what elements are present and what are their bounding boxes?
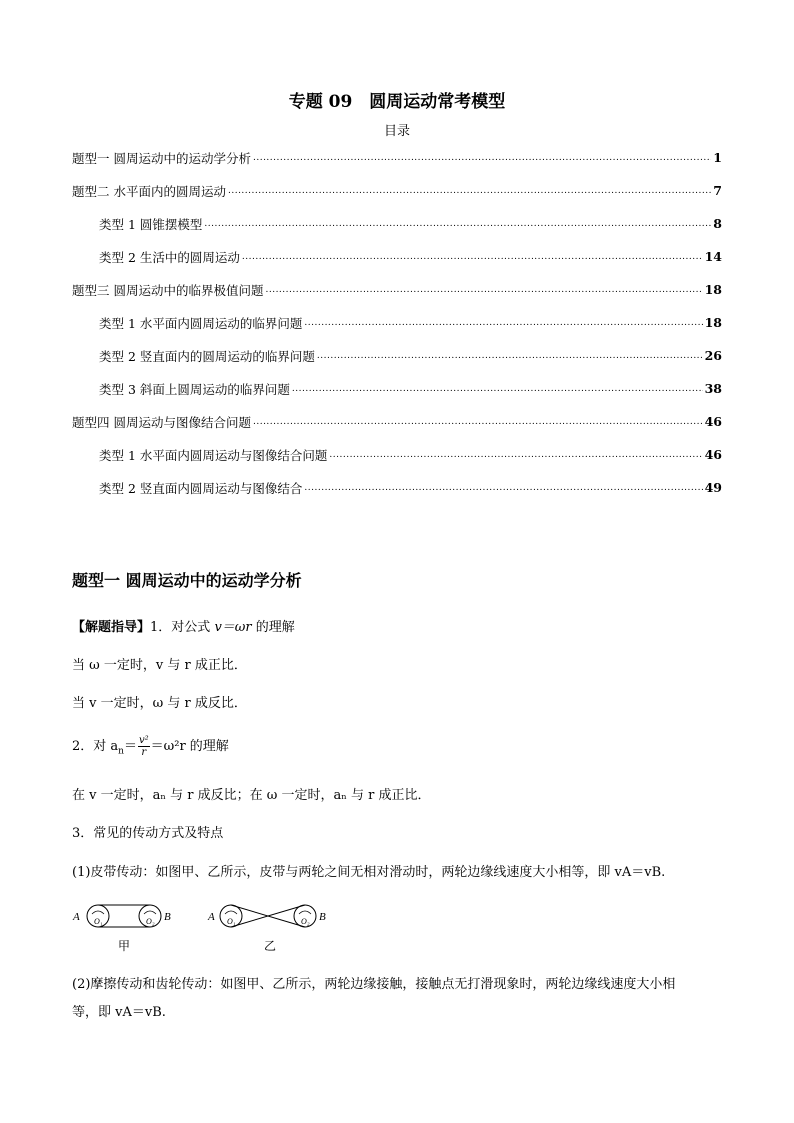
guide-line bbox=[72, 616, 295, 635]
belt-transmission-text: (1)皮带传动：如图甲、乙所示，皮带与两轮之间无相对滑动时，两轮边缘线速度大小相等，即 vA＝vB. bbox=[72, 865, 666, 880]
fraction-denominator: r bbox=[141, 747, 147, 758]
center-o2-label: O₂ bbox=[146, 917, 155, 926]
point-a-label: A bbox=[208, 911, 215, 923]
rotation-arrow-icon bbox=[92, 911, 104, 914]
belt-figures bbox=[68, 898, 368, 958]
toc-leader-dots bbox=[304, 483, 702, 493]
center-o1-label: O₁ bbox=[227, 917, 236, 926]
toc-entry-label: 类型 1 水平面内圆周运动与图像结合问题 bbox=[99, 447, 328, 463]
toc-leader-dots bbox=[242, 252, 703, 262]
point-1: 1．对公式 bbox=[150, 620, 211, 635]
toc-entry-label: 题型四 圆周运动与图像结合问题 bbox=[72, 414, 251, 430]
point-3: 3．常见的传动方式及特点 bbox=[72, 826, 224, 841]
section-title: 题型一 圆周运动中的运动学分析 bbox=[72, 571, 302, 590]
toc-leader-dots bbox=[317, 351, 703, 361]
toc-entry-page: 26 bbox=[704, 348, 722, 363]
rotation-arrow-icon bbox=[225, 911, 237, 914]
toc-entry-label: 题型一 圆周运动中的运动学分析 bbox=[72, 150, 251, 166]
center-o2-label: O₂ bbox=[301, 917, 310, 926]
toc-entry-label: 题型二 水平面内的圆周运动 bbox=[72, 183, 226, 199]
toc-entry-page: 46 bbox=[704, 414, 722, 429]
toc-leader-dots bbox=[265, 285, 702, 295]
friction-transmission-text-1: (2)摩擦传动和齿轮传动：如图甲、乙所示，两轮边缘接触，接触点无打滑现象时，两轮边缘线速度大小相 bbox=[72, 977, 676, 992]
toc-entry[interactable] bbox=[72, 141, 722, 174]
toc-leader-dots bbox=[253, 417, 703, 427]
point-a-label: A bbox=[73, 911, 80, 923]
friction-transmission-text-2: 等，即 vA＝vB. bbox=[72, 1005, 166, 1020]
toc-leader-dots bbox=[329, 450, 702, 460]
toc-entry[interactable] bbox=[72, 405, 722, 438]
toc-entry[interactable] bbox=[72, 306, 722, 339]
figure-jia-caption: 甲 bbox=[118, 939, 131, 953]
toc-leader-dots bbox=[228, 186, 711, 196]
toc-entry[interactable] bbox=[72, 438, 722, 471]
point-2-pre: 2．对 a bbox=[72, 739, 119, 754]
point-2-sub: n bbox=[118, 746, 124, 757]
formula-v-omega-r: v＝ωr bbox=[214, 620, 252, 635]
toc-entry-label: 类型 1 圆锥摆模型 bbox=[99, 216, 203, 232]
rotation-arrow-icon bbox=[299, 911, 311, 914]
fraction bbox=[138, 735, 150, 758]
toc-leader-dots bbox=[304, 318, 702, 328]
table-of-contents bbox=[72, 141, 722, 504]
figure-yi-caption: 乙 bbox=[264, 939, 277, 953]
belt-diagram bbox=[68, 898, 368, 958]
proportional-line: 当 ω 一定时，v 与 r 成正比． bbox=[72, 658, 247, 673]
page-title: 专题 09 圆周运动常考模型 bbox=[288, 92, 506, 112]
toc-entry-page: 14 bbox=[704, 249, 722, 264]
toc-entry-page: 7 bbox=[713, 183, 722, 198]
toc-entry-page: 46 bbox=[704, 447, 722, 462]
acceleration-line: 在 v 一定时，aₙ 与 r 成反比；在 ω 一定时，aₙ 与 r 成正比． bbox=[72, 788, 431, 803]
figure-jia bbox=[72, 905, 171, 953]
toc-leader-dots bbox=[292, 384, 703, 394]
toc-entry[interactable] bbox=[72, 339, 722, 372]
toc-leader-dots bbox=[253, 153, 711, 163]
inverse-line: 当 v 一定时，ω 与 r 成反比． bbox=[72, 696, 247, 711]
point-1-end: 的理解 bbox=[255, 620, 295, 635]
guide-label: 【解题指导】 bbox=[72, 620, 151, 635]
toc-entry-page: 18 bbox=[704, 315, 722, 330]
point-2-post: ＝ω²r 的理解 bbox=[150, 739, 229, 754]
toc-entry-label: 类型 3 斜面上圆周运动的临界问题 bbox=[99, 381, 290, 397]
toc-entry-page: 49 bbox=[704, 480, 722, 495]
toc-entry[interactable] bbox=[72, 273, 722, 306]
toc-entry-page: 8 bbox=[713, 216, 722, 231]
toc-entry-label: 题型三 圆周运动中的临界极值问题 bbox=[72, 282, 264, 298]
toc-entry-label: 类型 2 生活中的圆周运动 bbox=[99, 249, 240, 265]
figure-yi bbox=[207, 905, 326, 953]
rotation-arrow-icon bbox=[144, 911, 156, 914]
toc-entry-page: 38 bbox=[704, 381, 722, 396]
toc-entry[interactable] bbox=[72, 240, 722, 273]
toc-heading: 目录 bbox=[383, 124, 410, 139]
toc-entry[interactable] bbox=[72, 372, 722, 405]
fraction-numerator: v² bbox=[138, 735, 149, 746]
toc-entry-label: 类型 1 水平面内圆周运动的临界问题 bbox=[99, 315, 303, 331]
point-b-label: B bbox=[319, 911, 326, 923]
toc-entry[interactable] bbox=[72, 471, 722, 504]
toc-leader-dots bbox=[204, 219, 711, 229]
toc-entry[interactable] bbox=[72, 207, 722, 240]
point-2: 2．对 $a_n=$ $\frac{\text{v²}}{r}$ ＝ω²r 的理解 bbox=[72, 735, 229, 758]
toc-entry[interactable] bbox=[72, 174, 722, 207]
toc-entry-page: 18 bbox=[704, 282, 722, 297]
toc-entry-label: 类型 2 竖直面内圆周运动与图像结合 bbox=[99, 480, 303, 496]
center-o1-label: O₁ bbox=[94, 917, 103, 926]
toc-entry-label: 类型 2 竖直面内的圆周运动的临界问题 bbox=[99, 348, 315, 364]
toc-entry-page: 1 bbox=[713, 150, 722, 165]
point-b-label: B bbox=[164, 911, 171, 923]
